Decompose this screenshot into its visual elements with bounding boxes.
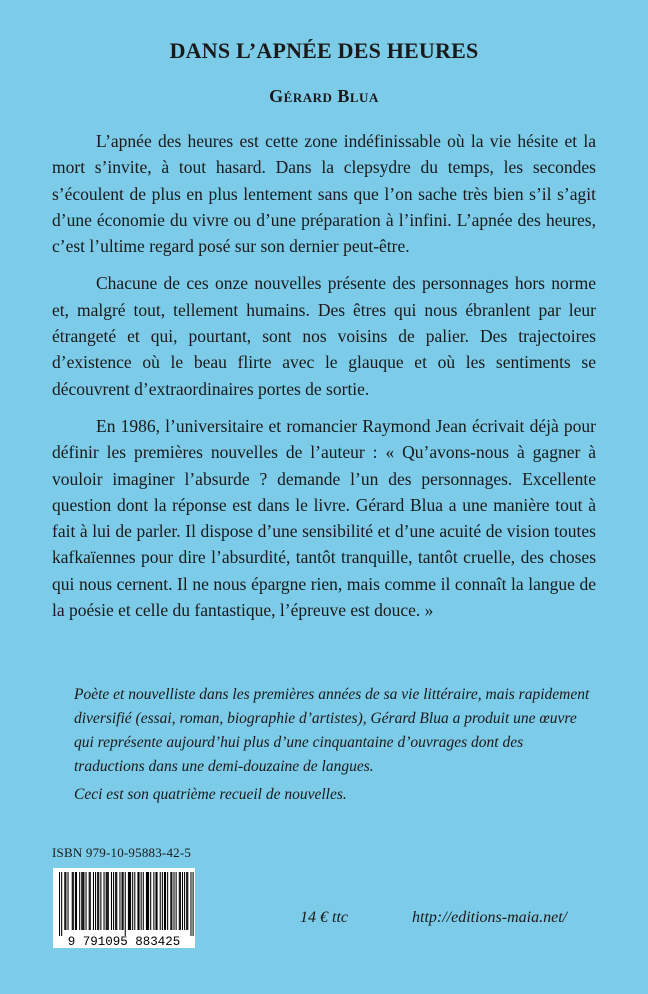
author-name: Gérard Blua: [269, 86, 379, 106]
paragraph-3: En 1986, l’universitaire et romancier Raymond Jean écrivait déjà pour définir les premières nouvelles de l’auteur : « Qu’avons-nous à gagner à vouloir imaginer l’absurde ? demande l’un des personnages. Excellente question dont la réponse est dans le livre. Gérard Blua a une manière tout à fait à lui de parler. Il dispose d’une sensibilité et d’une acuité de vision toutes kafkaïennes pour dire l’absurdité, tantôt tranquille, tantôt cruelle, des choses qui nous cernent. Il ne nous épargne rien, mais comme il connaît la langue de la poésie et celle du fantastique, l’épreuve est douce. »: [52, 415, 596, 621]
back-cover-text: [52, 128, 596, 634]
price: 14 € ttc: [300, 909, 348, 926]
barcode: [53, 868, 195, 948]
barcode-digits: [53, 868, 195, 948]
website-link[interactable]: http://editions-maia.net/: [412, 909, 568, 926]
isbn-label: ISBN 979-10-95883-42-5: [52, 845, 192, 860]
barcode-number: 9 791095 883425: [67, 935, 181, 948]
author-bio: [74, 683, 594, 811]
paragraph-2: Chacune de ces onze nouvelles présente des personnages hors norme et, malgré tout, tellement humains. Des êtres qui nous ébranlent par leur étrangeté et qui, pourtant, sont nos voisins de palier. Des trajectoires d’existence où le beau flirte avec le glauque et où les sentiments se découvrent d’extraordinaires portes de sortie.: [52, 273, 596, 399]
bio-paragraph-2: Ceci est son quatrième recueil de nouvelles.: [74, 786, 347, 803]
book-title: DANS L’APNÉE DES HEURES: [169, 38, 479, 63]
bio-paragraph-1: Poète et nouvelliste dans les premières années de sa vie littéraire, mais rapidement diversifié (essai, roman, biographie d’artistes), Gérard Blua a produit une œuvre qui représente aujourd’hui plus d’une cinquantaine d’ouvrages dont des traductions dans une demi-douzaine de langues.: [74, 686, 590, 775]
paragraph-1: L’apnée des heures est cette zone indéfinissable où la vie hésite et la mort s’invite, à tout hasard. Dans la clepsydre du temps, les secondes s’écoulent de plus en plus lentement sans que l’on sache très bien s’il s’agit d’une économie du vivre ou d’une préparation à l’infini. L’apnée des heures, c’est l’ultime regard posé sur son dernier peut-être.: [52, 131, 596, 257]
